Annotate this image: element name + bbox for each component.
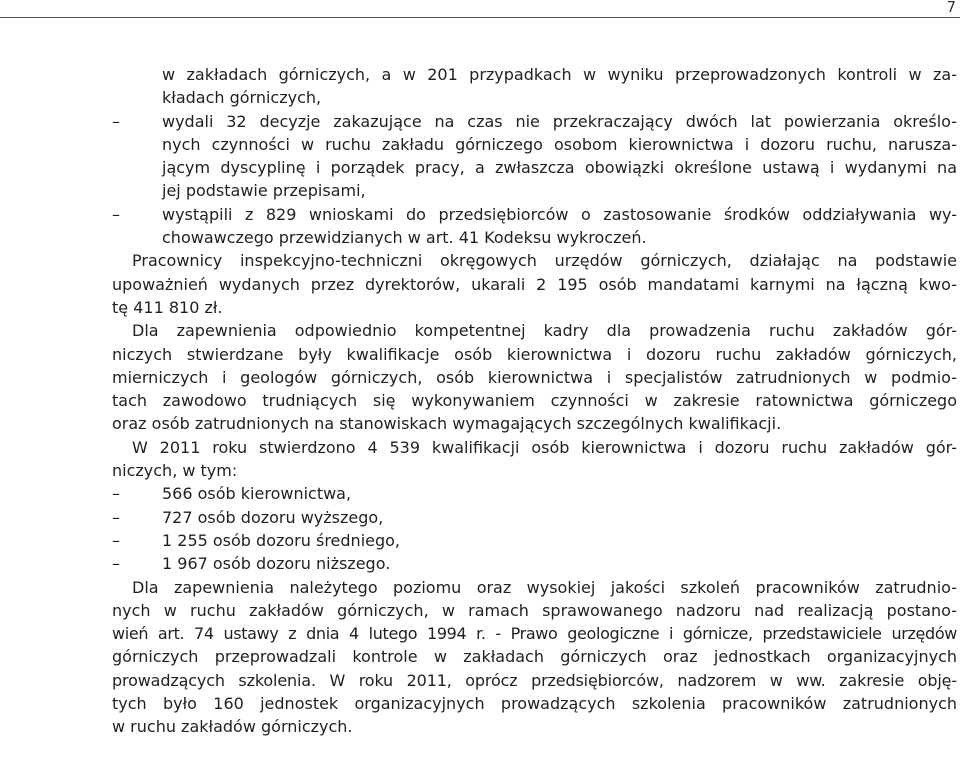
text-line: wień art. 74 ustawy z dnia 4 lutego 1994 r. - Prawo geologiczne i górnicze, przedstawiciele urzędów — [112, 624, 957, 644]
list-item — [112, 110, 957, 203]
text-line: tach zawodowo trudniących się wykonywaniem czynności w zakresie ratownictwa górniczego — [112, 391, 957, 411]
text-line: w zakładach górniczych, a w 201 przypadkach w wyniku przeprowadzonych kontroli w za- — [162, 65, 957, 84]
text-line: W 2011 roku stwierdzono 4 539 kwalifikacji osób kierownictwa i dozoru ruchu zakładów gór- — [132, 437, 957, 457]
list-item: – 566 osób kierownictwa, — [112, 482, 957, 505]
paragraph — [112, 319, 957, 435]
text-line: w ruchu zakładów górniczych. — [112, 717, 353, 737]
text-line: mierniczych i geologów górniczych, osób kierownictwa i specjalistów zatrudnionych w podmio- — [112, 367, 957, 387]
dash-bullet: – — [112, 507, 120, 527]
dash-bullet: – — [112, 530, 120, 550]
text-line: niczych, w tym: — [112, 461, 238, 481]
header-rule — [0, 17, 960, 18]
text-line: Dla zapewnienia odpowiednio kompetentnej kadry dla prowadzenia ruchu zakładów gór- — [132, 321, 957, 341]
text-line: niczych stwierdzane były kwalifikacje osób kierownictwa i dozoru ruchu zakładów górniczych, — [112, 344, 957, 364]
text-line: Pracownicy inspekcyjno-techniczni okręgowych urzędów górniczych, działając na podstawie — [132, 251, 957, 271]
paragraph — [112, 436, 957, 483]
page-number: 7 — [946, 0, 956, 16]
list-item: – 1 255 osób dozoru średniego, — [112, 529, 957, 552]
list-item — [112, 203, 957, 250]
document-body — [112, 63, 957, 739]
text-line: – wydali 32 decyzje zakazujące na czas nie przekraczający dwóch lat powierzania określo- — [112, 110, 957, 133]
text-line: chowawczego przewidzianych w art. 41 Kodeksu wykroczeń. — [162, 228, 647, 248]
list-item: – 1 967 osób dozoru niższego. — [112, 552, 957, 575]
text-line: Dla zapewnienia należytego poziomu oraz wysokiej jakości szkoleń pracowników zatrudnio- — [132, 577, 957, 597]
dash-bullet: – — [112, 204, 120, 224]
text-line: tę 411 810 zł. — [112, 297, 223, 317]
text-line: tych było 160 jednostek organizacyjnych prowadzących szkolenia pracowników zatrudnionych — [112, 694, 957, 714]
text-line: jej podstawie przepisami, — [162, 181, 366, 201]
text-line: nych w ruchu zakładów górniczych, w ramach sprawowanego nadzoru nad realizacją postano- — [112, 600, 957, 620]
paragraph — [112, 249, 957, 319]
qualification-list — [112, 482, 957, 575]
text-line: kładach górniczych, — [162, 88, 322, 108]
text-line: oraz osób zatrudnionych na stanowiskach wymagających szczególnych kwalifikacji. — [112, 414, 782, 434]
paragraph — [112, 576, 957, 739]
text-line: nych czynności w ruchu zakładu górniczego osobom kierownictwa i dozoru ruchu, narusza- — [162, 134, 957, 154]
text-line: jącym dyscyplinę i porządek pracy, a zwłaszcza obowiązki określone ustawą i wydanymi na — [162, 158, 957, 178]
text-line: upoważnień wydanych przez dyrektorów, ukarali 2 195 osób mandatami karnymi na łączną kwo- — [112, 274, 957, 294]
list-item: – 727 osób dozoru wyższego, — [112, 506, 957, 529]
text-line: – wystąpili z 829 wnioskami do przedsiębiorców o zastosowanie środków oddziaływania wy- — [112, 203, 957, 226]
continuation-paragraph — [112, 63, 957, 110]
text-line: górniczych przeprowadzali kontrole w zakładach górniczych oraz jednostkach organizacyjnych — [112, 647, 957, 667]
dash-bullet: – — [112, 484, 120, 504]
dash-bullet: – — [112, 554, 120, 574]
text-line: prowadzących szkolenia. W roku 2011, oprócz przedsiębiorców, nadzorem w ww. zakresie obję- — [112, 670, 957, 690]
dash-bullet: – — [112, 111, 120, 131]
